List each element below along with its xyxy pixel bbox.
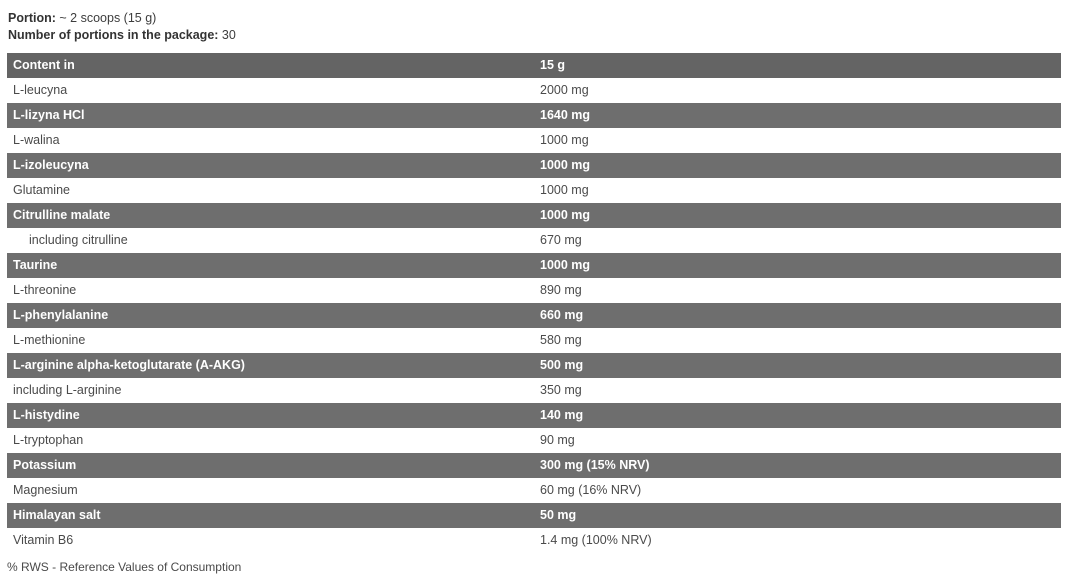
ingredient-name: L-lizyna HCl xyxy=(7,103,534,128)
table-row xyxy=(7,503,1061,528)
column-header-amount: 15 g xyxy=(534,53,1061,78)
table-row xyxy=(7,478,1061,503)
ingredient-name: L-phenylalanine xyxy=(7,303,534,328)
table-row xyxy=(7,128,1061,153)
table-row xyxy=(7,528,1061,553)
ingredient-name: L-threonine xyxy=(7,278,534,303)
footnote: % RWS - Reference Values of Consumption xyxy=(7,560,242,574)
ingredient-amount: 300 mg (15% NRV) xyxy=(534,453,1061,478)
ingredient-name: Glutamine xyxy=(7,178,534,203)
ingredient-amount: 60 mg (16% NRV) xyxy=(534,478,1061,503)
column-header-name: Content in xyxy=(7,53,534,78)
table-row xyxy=(7,103,1061,128)
ingredient-name: L-arginine alpha-ketoglutarate (A-AKG) xyxy=(7,353,534,378)
portion-info xyxy=(0,0,1068,50)
ingredient-amount: 670 mg xyxy=(534,228,1061,253)
ingredient-name: Himalayan salt xyxy=(7,503,534,528)
portions-count-label: Number of portions in the package: xyxy=(8,28,219,42)
ingredient-amount: 1000 mg xyxy=(534,128,1061,153)
portions-count-line xyxy=(8,27,1068,44)
table-row xyxy=(7,228,1061,253)
table-header-row xyxy=(7,53,1061,78)
portion-value: ~ 2 scoops (15 g) xyxy=(55,11,157,25)
portions-count-value: 30 xyxy=(218,28,236,42)
ingredient-amount: 1000 mg xyxy=(534,153,1061,178)
ingredient-name: including L-arginine xyxy=(7,378,534,403)
ingredient-amount: 580 mg xyxy=(534,328,1061,353)
table-row xyxy=(7,153,1061,178)
ingredient-amount: 90 mg xyxy=(534,428,1061,453)
ingredient-name: L-walina xyxy=(7,128,534,153)
ingredient-amount: 350 mg xyxy=(534,378,1061,403)
ingredient-amount: 1.4 mg (100% NRV) xyxy=(534,528,1061,553)
ingredient-name: L-leucyna xyxy=(7,78,534,103)
ingredient-amount: 890 mg xyxy=(534,278,1061,303)
ingredient-name: including citrulline xyxy=(7,228,534,253)
ingredient-name: L-tryptophan xyxy=(7,428,534,453)
table-row xyxy=(7,328,1061,353)
table-row xyxy=(7,453,1061,478)
table-row xyxy=(7,303,1061,328)
ingredient-name: Taurine xyxy=(7,253,534,278)
ingredient-amount: 50 mg xyxy=(534,503,1061,528)
ingredient-name: L-histydine xyxy=(7,403,534,428)
ingredient-name: L-izoleucyna xyxy=(7,153,534,178)
ingredient-amount: 140 mg xyxy=(534,403,1061,428)
table-row xyxy=(7,403,1061,428)
nutrition-table xyxy=(7,53,1061,553)
table-row xyxy=(7,428,1061,453)
ingredient-name: Magnesium xyxy=(7,478,534,503)
table-row xyxy=(7,378,1061,403)
ingredient-amount: 500 mg xyxy=(534,353,1061,378)
ingredient-name: Vitamin B6 xyxy=(7,528,534,553)
ingredient-amount: 1640 mg xyxy=(534,103,1061,128)
portion-line xyxy=(8,10,1068,27)
ingredient-amount: 2000 mg xyxy=(534,78,1061,103)
table-row xyxy=(7,278,1061,303)
ingredient-name: Citrulline malate xyxy=(7,203,534,228)
ingredient-name: L-methionine xyxy=(7,328,534,353)
table-row xyxy=(7,178,1061,203)
table-row xyxy=(7,253,1061,278)
ingredient-amount: 1000 mg xyxy=(534,203,1061,228)
table-row xyxy=(7,353,1061,378)
table-row xyxy=(7,78,1061,103)
ingredient-amount: 1000 mg xyxy=(534,253,1061,278)
table-row xyxy=(7,203,1061,228)
ingredient-amount: 660 mg xyxy=(534,303,1061,328)
portion-label: Portion: xyxy=(8,11,56,25)
ingredient-amount: 1000 mg xyxy=(534,178,1061,203)
ingredient-name: Potassium xyxy=(7,453,534,478)
